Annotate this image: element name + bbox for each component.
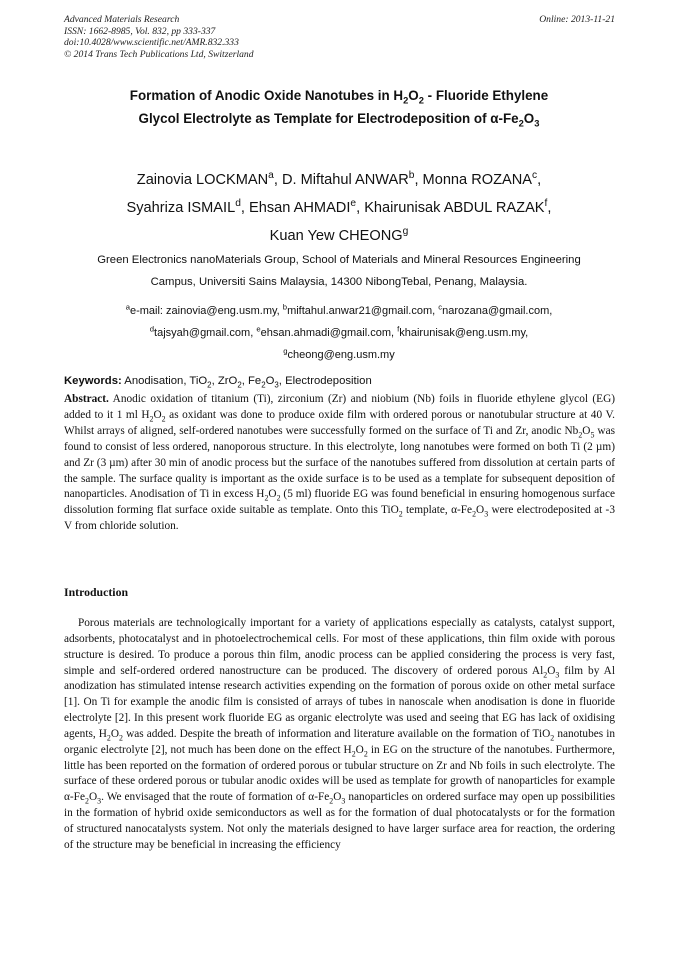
email-d: tajsyah@gmail.com, [154,327,257,339]
author-line-1: Zainovia LOCKMAN$^a$, D. Miftahul ANWAR$^b$, Monna ROZANA$^c$, [136,170,542,188]
email-f: khairunisak@eng.usm.my, [399,327,529,339]
paper-title [60,84,618,130]
journal-copyright: © 2014 Trans Tech Publications Ltd, Switzerland [64,48,254,60]
email-c: narozana@gmail.com, [442,305,553,317]
author-name: D. Miftahul ANWAR [281,172,409,188]
journal-doi: doi:10.4028/www.scientific.net/AMR.832.333 [64,37,239,49]
email-b: miftahul.anwar21@gmail.com, [287,305,439,317]
abstract: Abstract. Anodic oxidation of titanium (Ti), zirconium (Zr) and niobium (Nb) foils in fluoride ethylene glycol (EG) added to it 1 ml $H_2O_2$ as oxidant was done to produce oxide film with ordered porous or nanotubular structure at 40 V. Whilst arrays of aligned, self-ordered nanotubes were successfully formed on the surface of Ti and Zr, anodic $Nb_2O_5$ was found to consist of less ordered, nanoporous structure. In this electrolyte, long nanotubes were formed on both Ti (2 µm) and Zr (3 µm) after 30 min of anodic process but the surface of the nanotubes suffered from dissolution at certain parts of the sample. The surface quality is important as the oxide surface is to be used as a template for subsequent deposition of nanoparticles. Anodisation of Ti in excess $H_2O_2$ (5 ml) fluoride EG was found beneficial in ensuring homogenous surface dissolution forming flat surface oxide suitable as template. Onto this TiO$_2$ template, $\alpha-Fe_2O_3$ were electrodeposited at -3 V from chloride solution. [64,393,616,533]
author-name: Kuan Yew CHEONG [269,228,403,244]
email-list: $^a$e-mail: zainovia@eng.usm.my, $^b$miftahul.anwar21@gmail.com, $^c$narozana@gmail.com, $^d$tajsyah@gmail.com, $^e$ehsan.ahmadi@gmail.com, $^f$khairunisak@eng.usm.my, $^g$cheong@eng.usm.my [125,302,553,361]
author-name: Monna ROZANA [422,172,533,188]
author-name: Syahriza ISMAIL [126,200,236,216]
email-a: e-mail: zainovia@eng.usm.my, [129,305,283,317]
journal-name: Advanced Materials Research [64,14,180,25]
author-name: Zainovia LOCKMAN [136,172,269,188]
keywords: Keywords: Anodisation, TiO$_2$, ZrO$_2$, $Fe_2O_3$, Electrodeposition [64,375,372,390]
introduction-paragraph: Porous materials are technologically important for a variety of applications especially as catalysts, catalyst support, adsorbents, photocatalyst and in photoelectrochemical cells. For most of these applications, thin film oxide with porous structure is desired. To produce a porous thin film, anodic process can be applied considering the process is very fast, simple and self-ordered ordered nanostructure can be produced. The discovery of ordered porous $Al_2O_3$ film by Al anodization has stimulated intense research activities expending on the formation of porous oxide on other metal surface [1]. On Ti for example the anodic film is consisted of arrays of tubes in nanoscale when anodisation is done in fluoride electrolyte [2]. In this present work fluoride EG as organic electrolyte was used and seeing that EG has lack of oxidising agents, $H_2O_2$ was added. Despite the breath of information and literature available on the formation of TiO$_2$ nanotubes in organic electrolyte [2], not much has been done on the effect $H_2O_2$ in EG on the structure of the nanotubes. Furthermore, little has been reported on the formation of ordered porous or tubular structure on Zr and Nb foils in such electrolyte. The surface of these ordered porous or tubular anodic oxides will be used as template for growth of nanoparticles for example $\alpha-Fe_2O_3$. We envisaged that the route of formation of $\alpha-Fe_2O_3$ nanoparticles on ordered surface may open up possibilities in the formation of hybrid oxide semiconductors as well as for the formation of dual photocatalysts or for the formation of structured nanocatalysts system. Not only the materials designed to have larger surface area for reaction, the ordering of the structure may be beneficial in increasing the efficiency [64,617,615,851]
online-date: Online: 2013-11-21 [539,14,615,25]
keywords-label: Keywords: [64,375,122,387]
email-e: ehsan.ahmadi@gmail.com, [260,327,398,339]
author-list [60,166,618,250]
author-name: Khairunisak ABDUL RAZAK [364,200,545,216]
journal-header [64,14,615,60]
email-g: cheong@eng.usm.my [287,349,395,361]
author-name: Ehsan AHMADI [249,200,351,216]
title-line-2: Glycol Electrolyte as Template for Electrodeposition of $\alpha-Fe_2O_3$ [138,111,540,129]
section-heading-introduction: Introduction [64,585,129,599]
title-line-1: Formation of Anodic Oxide Nanotubes in $H_2O_2$ - Fluoride Ethylene [129,88,549,106]
author-line-3: Kuan Yew CHEONG$^g$ [269,226,409,244]
author-line-2: Syahriza ISMAIL$^d$, Ehsan AHMADI$^e$, Khairunisak ABDUL RAZAK$^f$, [126,198,552,216]
abstract-label: Abstract. [64,393,109,405]
affiliation: Green Electronics nanoMaterials Group, School of Materials and Mineral Resources Engineering Campus, Universiti Sains Malaysia, 14300 NibongTebal, Penang, Malaysia. [97,254,581,288]
journal-issn: ISSN: 1662-8985, Vol. 832, pp 333-337 [64,25,216,37]
